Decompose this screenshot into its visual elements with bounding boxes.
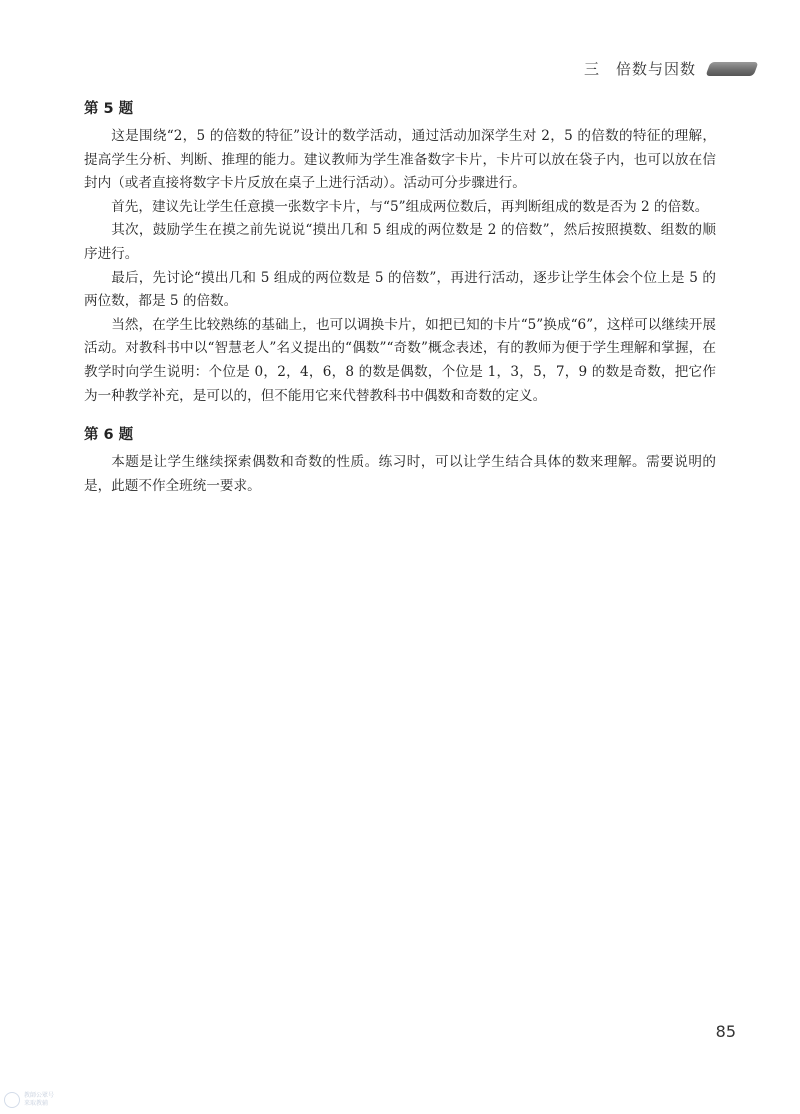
paragraph: 最后，先讨论“摸出几和 5 组成的两位数是 5 的倍数”，再进行活动，逐步让学生体会个位上是 5 的两位数，都是 5 的倍数。 [84, 269, 716, 310]
chapter-title: 三 倍数与因数 [583, 60, 696, 78]
watermark-logo-icon [4, 1092, 20, 1108]
watermark [4, 1092, 54, 1108]
paragraph: 首先，建议先让学生任意摸一张数字卡片，与“5”组成两位数后，再判断组成的数是否为 2 的倍数。 [111, 198, 709, 215]
paragraph: 其次，鼓励学生在摸之前先说说“摸出几和 5 组成的两位数是 2 的倍数”，然后按照摸数、组数的顺序进行。 [84, 222, 716, 262]
watermark-text [24, 1092, 54, 1108]
section-title: 第 5 题 [84, 101, 134, 117]
running-header [584, 58, 756, 79]
paragraph: 当然，在学生比较熟练的基础上，也可以调换卡片，如把已知的卡片“5”换成“6”，这样可以继续开展活动。对教科书中以“智慧老人”名义提出的“偶数”“奇数”概念表述，有的教师为便于学生理解和掌握，在教学时向学生说明：个位是 0，2，4，6，8 的数是偶数，个位是 1，3，5，7，9 的数是奇数，把它作为一种教学补充，是可以的，但不能用它来代替教科书中偶数和奇数的定义。 [84, 316, 716, 404]
section-q5 [84, 98, 716, 408]
main-content [84, 98, 716, 498]
section-title: 第 6 题 [84, 427, 134, 444]
watermark-line-2: 来取教辅 [24, 1100, 49, 1107]
page-number: 85 [715, 1022, 736, 1041]
section-q6 [84, 424, 716, 498]
watermark-line-1: 教師公眾号 [24, 1092, 55, 1099]
paragraph: 这是围绕“2，5 的倍数的特征”设计的数学活动，通过活动加深学生对 2，5 的倍数的特征的理解，提高学生分析、判断、推理的能力。建议教师为学生准备数字卡片，卡片可以放在袋子内，也可以放在信封内（或者直接将数字卡片反放在桌子上进行活动）。活动可分步骤进行。 [84, 128, 716, 192]
header-decoration-bar [705, 62, 758, 76]
paragraph: 本题是让学生继续探索偶数和奇数的性质。练习时，可以让学生结合具体的数来理解。需要说明的是，此题不作全班统一要求。 [84, 454, 716, 494]
